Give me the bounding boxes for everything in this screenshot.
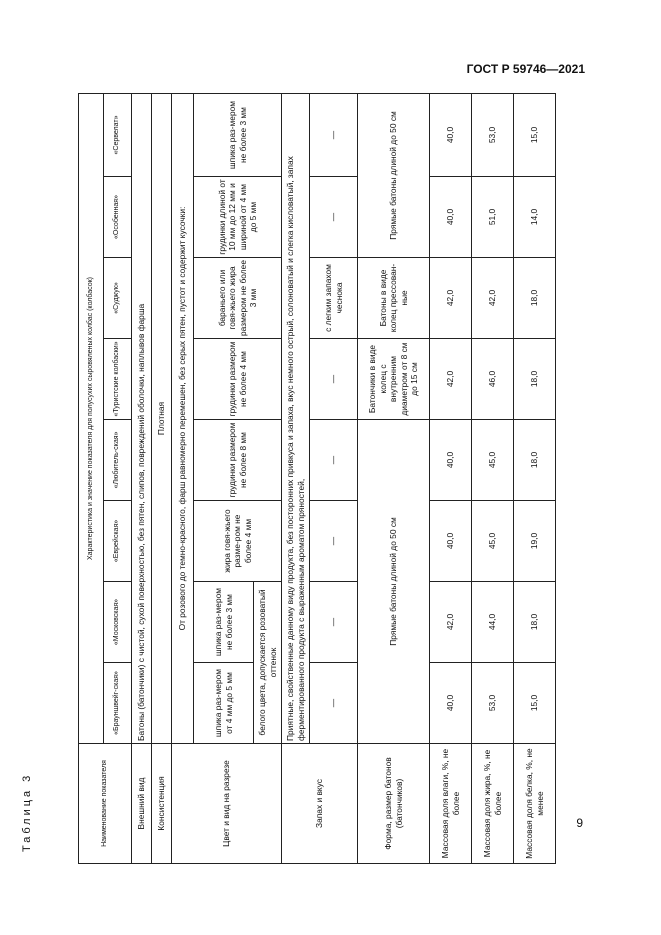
header-product: «Суджук» — [104, 258, 132, 339]
header-parameter-name: Наименование показателя — [79, 744, 132, 864]
appearance-value: Батоны (батончики) с чистой, сухой поверхностью, без пятен, слипов, повреждений оболочки, наплывов фарша — [132, 94, 152, 744]
row-label-fat: Массовая доля жира, %, не более — [472, 744, 514, 864]
color-common-text: От розового до темно-красного, фарш равномерно перемешен, без серых пятен, пустот и содержит кусочки: — [172, 94, 194, 744]
fat-value: 46,0 — [472, 339, 514, 420]
smell-cell: — — [310, 501, 358, 582]
fat-value: 45,0 — [472, 420, 514, 501]
moisture-value: 40,0 — [430, 177, 472, 258]
protein-value: 18,0 — [514, 420, 556, 501]
fat-value: 53,0 — [472, 94, 514, 177]
smell-cell: — — [310, 582, 358, 663]
color-cell: грудинки размером не более 8 мм — [194, 420, 282, 501]
rotated-table-container — [78, 94, 565, 864]
moisture-value: 42,0 — [430, 339, 472, 420]
color-cell: грудинки длиной от 10 мм до 12 мм и шириной от 4 мм до 5 мм — [194, 177, 282, 258]
shape-straight-loaves-2: Прямые батоны длиной до 50 см — [358, 94, 430, 258]
protein-value: 18,0 — [514, 582, 556, 663]
header-product: «Брауншвейг-ская» — [104, 663, 132, 744]
row-label-shape: Форма, размер батонов (батончиков) — [358, 744, 430, 864]
table-caption: Таблица 3 — [21, 772, 33, 852]
shape-tourist-rings: Батончики в виде колец с внутренним диаметром от 8 см до 15 см — [358, 339, 430, 420]
color-cell: шпика раз-мером от 4 мм до 5 мм — [194, 663, 254, 744]
smell-cell: — — [310, 420, 358, 501]
document-standard-code: ГОСТ Р 59746—2021 — [466, 62, 585, 76]
moisture-value: 42,0 — [430, 258, 472, 339]
smell-common-text: Приятные, свойственные данному виду продукта, без посторонних привкуса и запаха, вкус немного острый, солоноватый и слегка кисловатый, запах ферментированного продукта с выраженным ароматом пряностей, — [282, 94, 310, 744]
protein-value: 19,0 — [514, 501, 556, 582]
smell-cell: — — [310, 94, 358, 177]
moisture-value: 40,0 — [430, 94, 472, 177]
color-cell: бараньего или говя-жьего жира размером не более 3 мм — [194, 258, 282, 339]
color-bottom-text: белого цвета, допускается розоватый оттенок — [254, 582, 282, 744]
row-label-color: Цвет и вид на разрезе — [172, 744, 282, 864]
color-cell: жира говя-жьего разме-ром не более 4 мм — [194, 501, 282, 582]
fat-value: 53,0 — [472, 663, 514, 744]
moisture-value: 40,0 — [430, 501, 472, 582]
header-product: «Сервелат» — [104, 94, 132, 177]
header-product: «Любитель-ская» — [104, 420, 132, 501]
header-product: «Туристские колбаски» — [104, 339, 132, 420]
protein-value: 18,0 — [514, 339, 556, 420]
protein-value: 18,0 — [514, 258, 556, 339]
consistency-value: Плотная — [152, 94, 172, 744]
fat-value: 51,0 — [472, 177, 514, 258]
protein-value: 15,0 — [514, 663, 556, 744]
smell-cell: — — [310, 339, 358, 420]
fat-value: 42,0 — [472, 258, 514, 339]
protein-value: 15,0 — [514, 94, 556, 177]
header-product: «Московская» — [104, 582, 132, 663]
smell-cell: — — [310, 663, 358, 744]
header-group-title: Характеристика и значение показателя для полусухих сыровяленых колбас (колбасок) — [79, 94, 104, 744]
row-label-protein: Массовая доля белка, %, не менее — [514, 744, 556, 864]
product-characteristics-table — [78, 93, 556, 864]
row-label-moisture: Массовая доля влаги, %, не более — [430, 744, 472, 864]
color-cell: шпика раз-мером не более 3 мм — [194, 582, 254, 663]
row-label-appearance: Внешний вид — [132, 744, 152, 864]
color-cell: грудинки размером не более 4 мм — [194, 339, 282, 420]
moisture-value: 40,0 — [430, 420, 472, 501]
color-cell: шпика раз-мером не более 3 мм — [194, 94, 282, 177]
header-product: «Особенная» — [104, 177, 132, 258]
moisture-value: 42,0 — [430, 582, 472, 663]
row-label-consistency: Консистенция — [152, 744, 172, 864]
smell-cell: — — [310, 177, 358, 258]
protein-value: 14,0 — [514, 177, 556, 258]
moisture-value: 40,0 — [430, 663, 472, 744]
header-product: «Еврейская» — [104, 501, 132, 582]
page-number: 9 — [576, 816, 583, 830]
shape-sudzhuk-rings: Батоны в виде колец прессован-ные — [358, 258, 430, 339]
fat-value: 44,0 — [472, 582, 514, 663]
shape-straight-loaves: Прямые батоны длиной до 50 см — [358, 420, 430, 744]
smell-cell: с легким запахом чеснока — [310, 258, 358, 339]
row-label-smell: Запах и вкус — [282, 744, 358, 864]
fat-value: 45,0 — [472, 501, 514, 582]
